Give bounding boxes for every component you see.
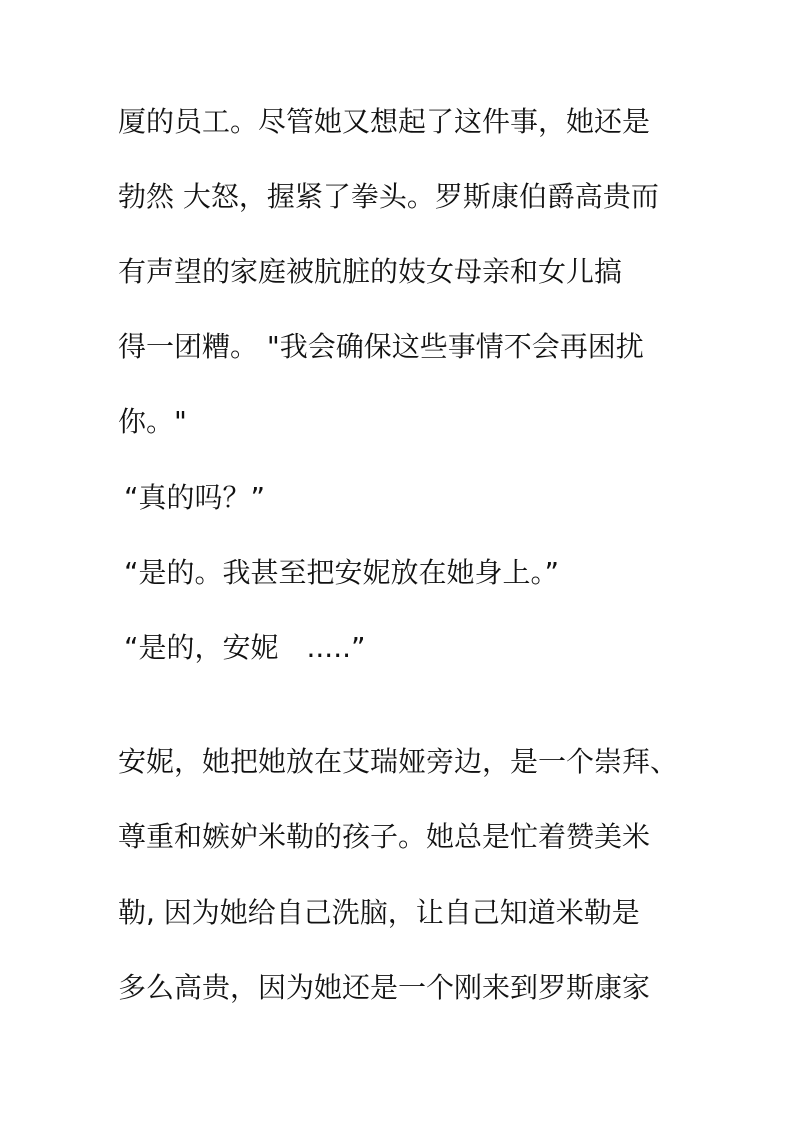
paragraph-line: 得一团糟。 "我会确保这些事情不会再困扰 bbox=[118, 330, 644, 363]
paragraph-line: 尊重和嫉妒米勒的孩子。她总是忙着赞美米 bbox=[118, 820, 651, 853]
dialogue-line: “是的。我甚至把安妮放在她身上。” bbox=[124, 556, 560, 589]
paragraph-line: 厦的员工。尽管她又想起了这件事，她还是 bbox=[118, 105, 651, 138]
dialogue-line: “真的吗？” bbox=[124, 481, 266, 514]
paragraph-line: 勃然 大怒，握紧了拳头。罗斯康伯爵高贵而 bbox=[118, 180, 659, 213]
paragraph-line: 有声望的家庭被肮脏的妓女母亲和女儿搞 bbox=[118, 255, 623, 288]
dialogue-line: “是的，安妮 .....” bbox=[124, 631, 366, 664]
paragraph-line: 安妮，她把她放在艾瑞娅旁边，是一个崇拜、 bbox=[118, 745, 679, 778]
paragraph-line: 勒, 因为她给自己洗脑，让自己知道米勒是 bbox=[118, 896, 640, 929]
paragraph-line: 你。" bbox=[118, 405, 187, 438]
paragraph-line: 多么高贵，因为她还是一个刚来到罗斯康家 bbox=[118, 971, 651, 1004]
